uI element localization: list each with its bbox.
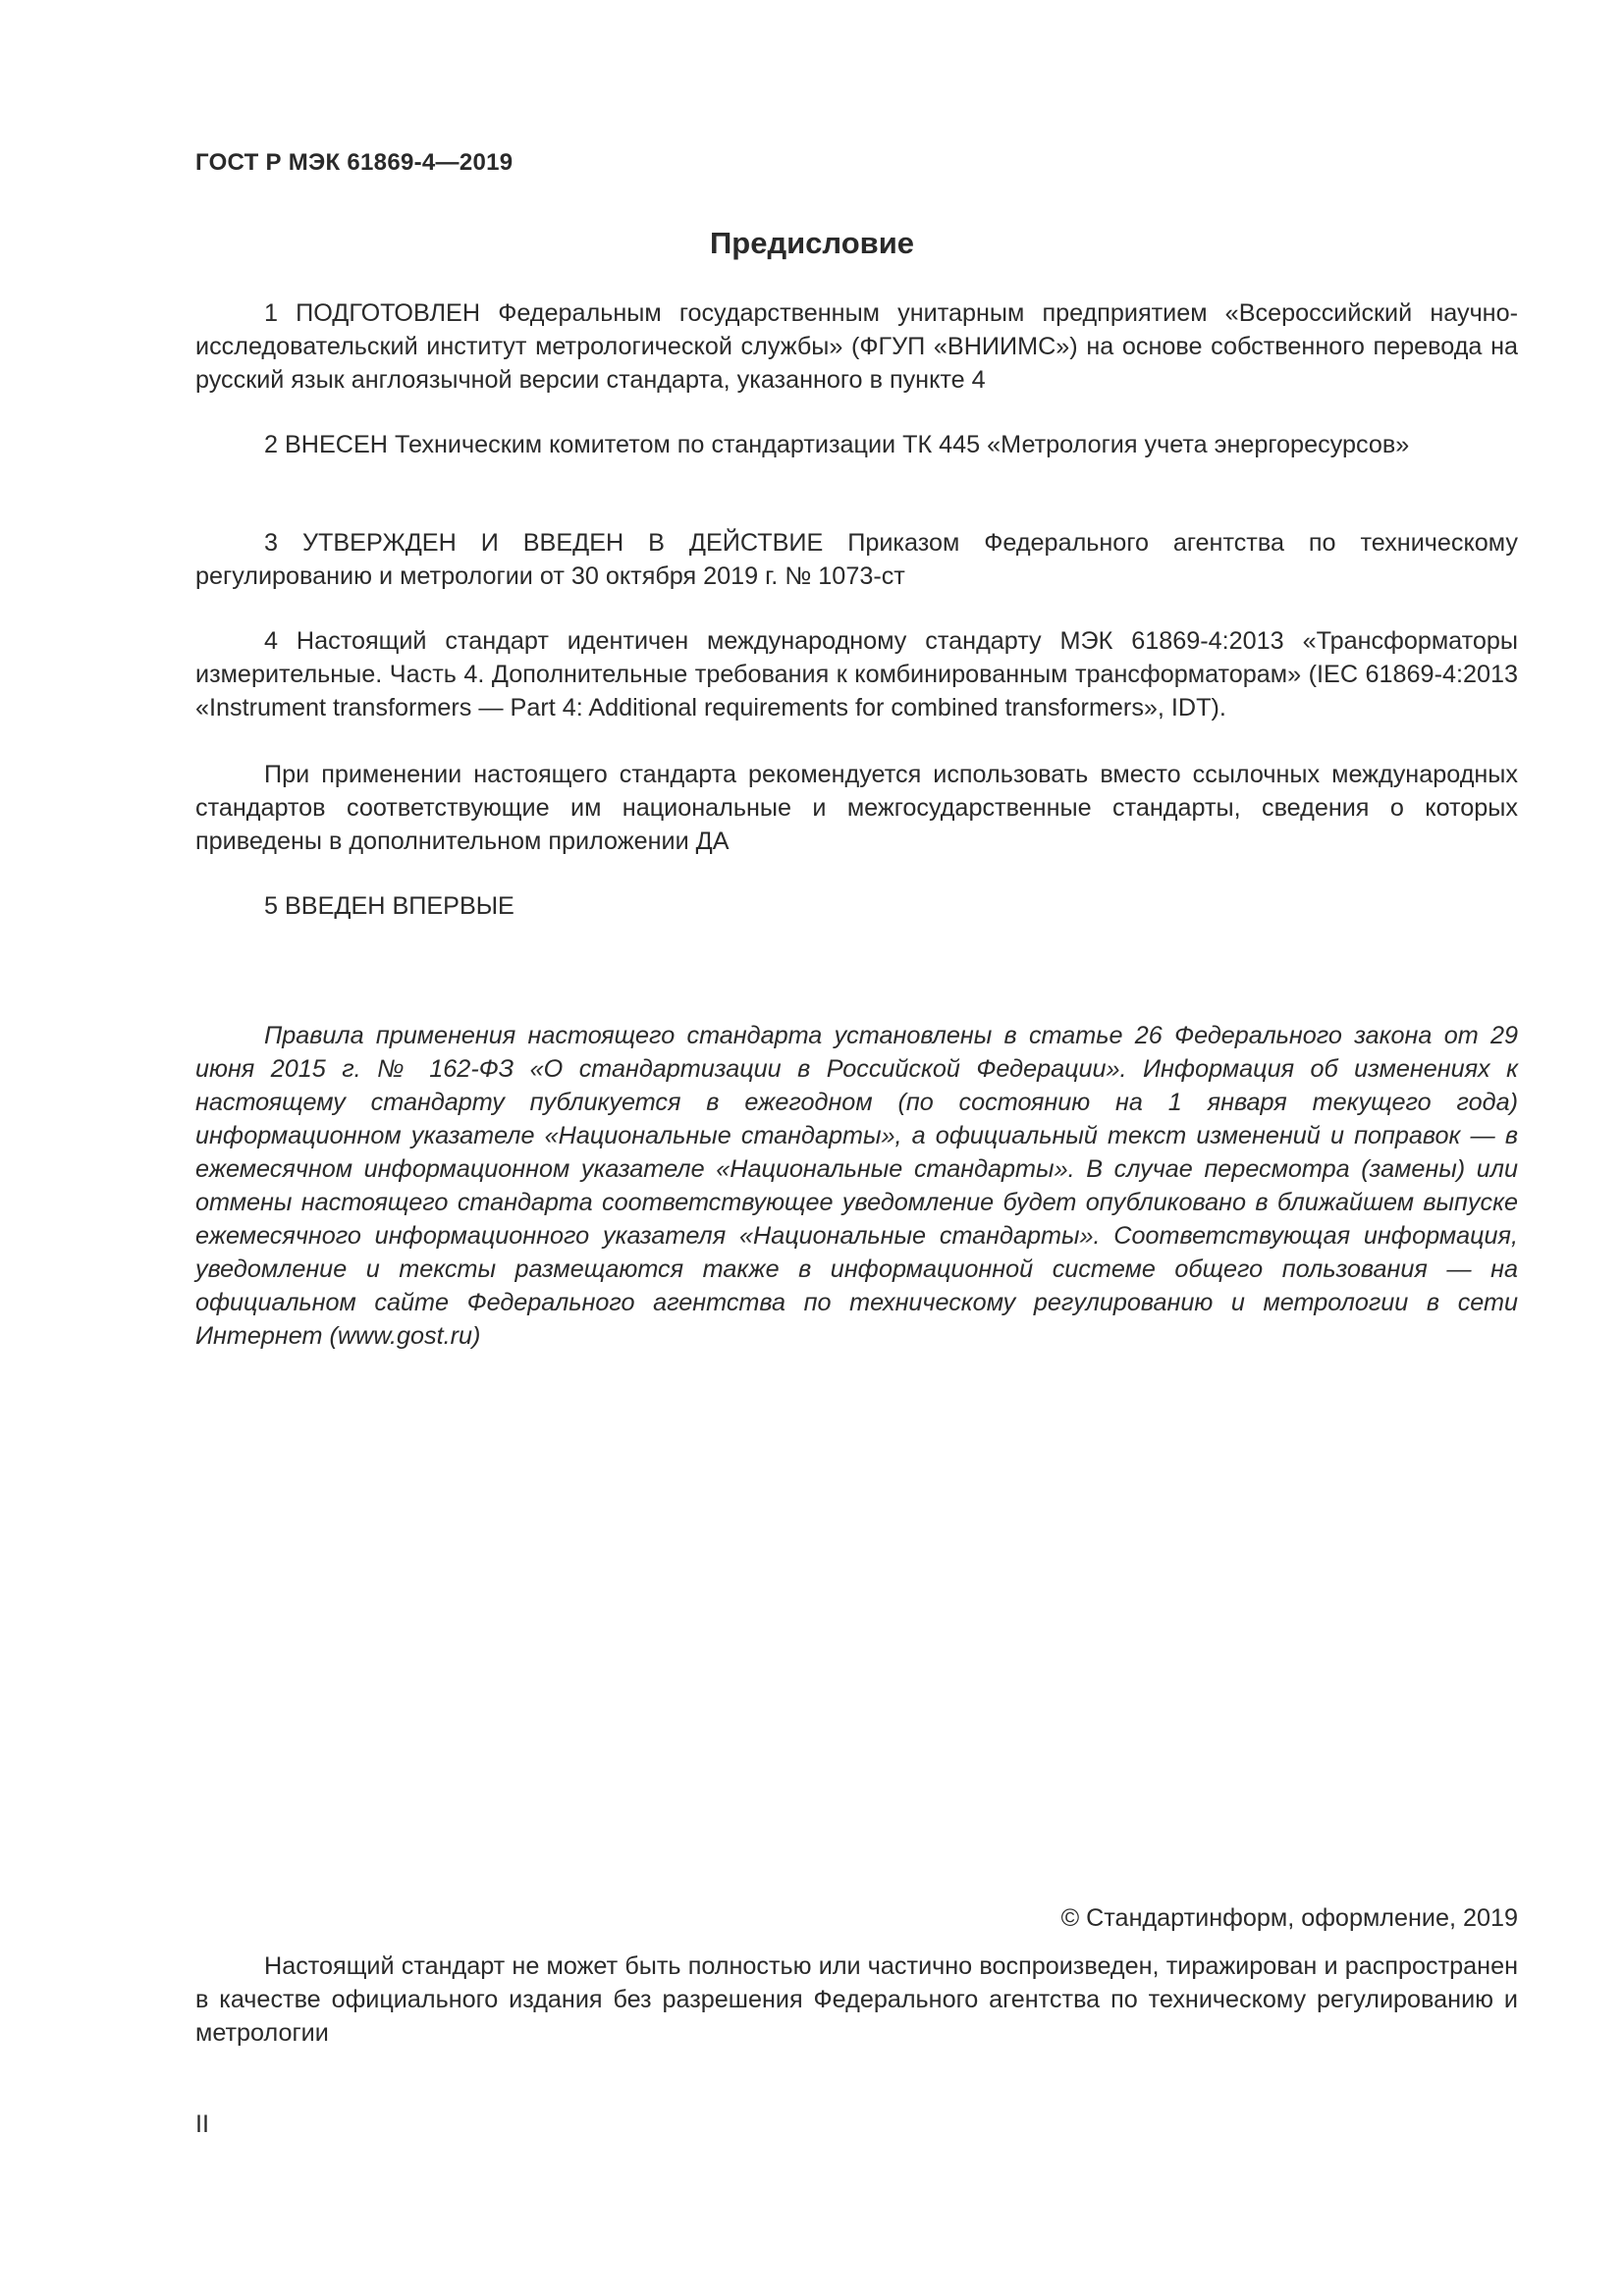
foreword-item-5: 5 ВВЕДЕН ВПЕРВЫЕ xyxy=(264,892,514,920)
foreword-item-2: 2 ВНЕСЕН Техническим комитетом по стандартизации ТК 445 «Метрология учета энергоресурсов» xyxy=(264,431,1410,458)
page-title: Предисловие xyxy=(709,226,914,260)
foreword-item-1: 1 ПОДГОТОВЛЕН Федеральным государственным унитарным предприятием «Всероссийский научно-исследовательский институт метрологической службы» (ФГУП «ВНИИМС») на основе собственного перевода на русский язык англоязычной версии стандарта, указанного в пункте 4 xyxy=(195,299,1518,394)
foreword-item-4: 4 Настоящий стандарт идентичен международному стандарту МЭК 61869-4:2013 «Трансформаторы измерительные. Часть 4. Дополнительные требования к комбинированным трансформаторам» (IEC 61869-4:2013 «Instrument transformers — Part 4: Additional requirements for combined transformers», IDT). xyxy=(195,627,1518,721)
document-code: ГОСТ Р МЭК 61869-4—2019 xyxy=(195,149,514,176)
page-number: II xyxy=(195,2110,209,2138)
foreword-item-4-note: При применении настоящего стандарта рекомендуется использовать вместо ссылочных международных стандартов соответствующие им национальные и межгосударственные стандарты, сведения о которых приведены в дополнительном приложении ДА xyxy=(195,761,1518,855)
foreword-item-3: 3 УТВЕРЖДЕН И ВВЕДЕН В ДЕЙСТВИЕ Приказом Федерального агентства по техническому регулированию и метрологии от 30 октября 2019 г. № 1073-ст xyxy=(195,529,1518,590)
reproduction-rights-notice: Настоящий стандарт не может быть полностью или частично воспроизведен, тиражирован и распространен в качестве официального издания без разрешения Федерального агентства по техническому регулированию и метрологии xyxy=(195,1952,1518,2047)
application-rules-notice: Правила применения настоящего стандарта установлены в статье 26 Федерального закона от 29 июня 2015 г. № 162-ФЗ «О стандартизации в Российской Федерации». Информация об изменениях к настоящему стандарту публикуется в ежегодном (по состоянию на 1 января текущего года) информационном указателе «Национальные стандарты», а официальный текст изменений и поправок — в ежемесячном информационном указателе «Национальные стандарты». В случае пересмотра (замены) или отмены настоящего стандарта соответствующее уведомление будет опубликовано в ближайшем выпуске ежемесячного информационного указателя «Национальные стандарты». Соответствующая информация, уведомление и тексты размещаются также в информационной системе общего пользования — на официальном сайте Федерального агентства по техническому регулированию и метрологии в сети Интернет (www.gost.ru) xyxy=(195,1022,1518,1350)
copyright-line: © Стандартинформ, оформление, 2019 xyxy=(1060,1904,1518,1932)
